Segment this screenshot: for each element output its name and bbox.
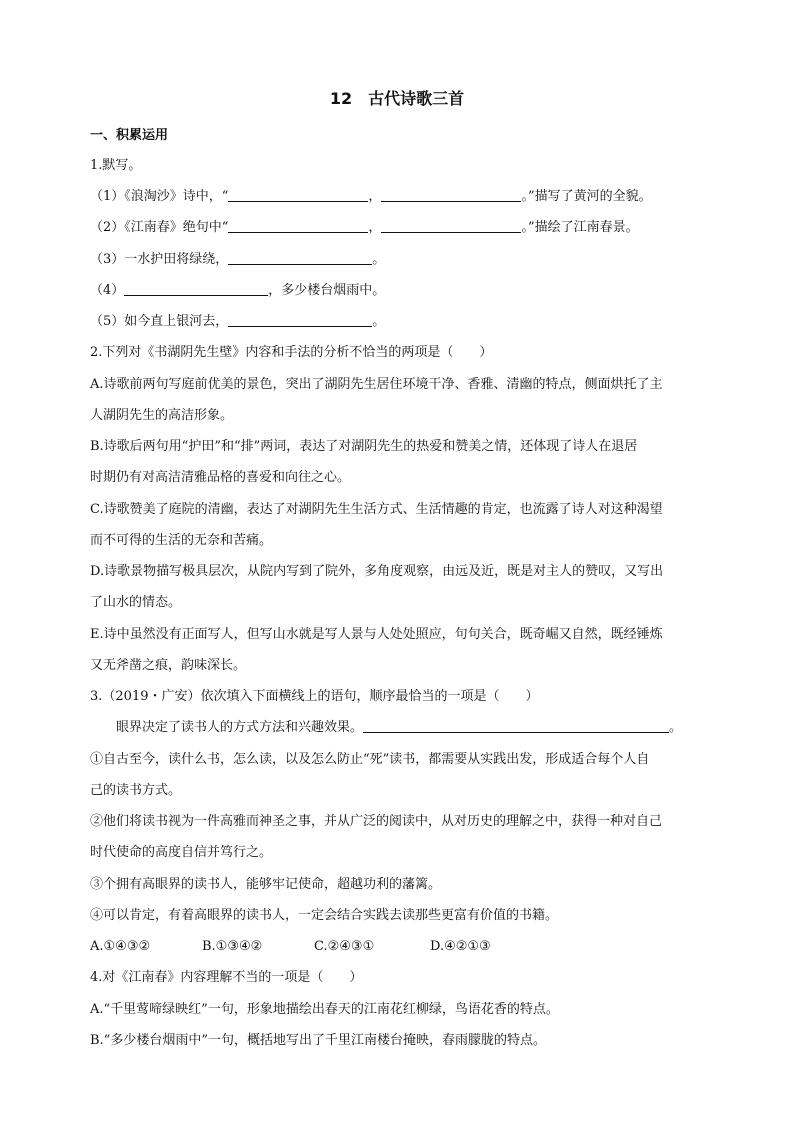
answer-blank[interactable] [363,718,669,733]
item-text: （1）《浪淘沙》诗中，“ [90,189,229,204]
option-c[interactable]: C.②④③① [314,939,375,954]
question-2-option-d: D.诗歌景物描写极具层次，从院内写到了院外，多角度观察，由远及近，既是对主人的赞叹，又写出 [90,564,664,579]
section-heading: 一、积累运用 [90,128,169,143]
question-2-option-a-cont: 人湖阴先生的高洁形象。 [90,408,234,423]
lead-text: 眼界决定了读书人的方式方法和兴趣效果。 [116,720,364,735]
question-4-option-b: B.“多少楼台烟雨中”一句，概括地写出了千里江南楼台掩映，春雨朦胧的特点。 [90,1033,546,1048]
option-d[interactable]: D.④②①③ [430,939,491,954]
lead-end: 。 [669,720,683,735]
answer-blank[interactable] [124,281,268,296]
item-text: （4） [90,283,125,298]
item-text: （2）《江南春》绝句中“ [90,220,229,235]
question-2-option-e: E.诗中虽然没有正面写人，但写山水就是写人景与人处处照应，句句关合，既奇崛又自然，既经锤炼 [90,627,663,642]
item-text: ， [368,220,382,235]
item-text: 。”描绘了江南春景。 [521,220,639,235]
question-3-sentence-2: ②他们将读书视为一件高雅而神圣之事，并从广泛的阅读中，从对历史的理解之中，获得一种对自己 [90,814,663,829]
question-4-stem: 4.对《江南春》内容理解不当的一项是（ ） [90,970,363,985]
option-a[interactable]: A.①④③② [90,939,151,954]
item-text: ，多少楼台烟雨中。 [268,283,386,298]
item-text: 。”描写了黄河的全貌。 [521,189,652,204]
question-3-sentence-2-cont: 时代使命的高度自信并笃行之。 [90,845,273,860]
question-1-item-3 [90,250,706,270]
question-1-item-2 [90,218,706,238]
item-text: 。 [372,314,386,329]
question-2-option-c-cont: 而不可得的生活的无奈和苦痛。 [90,533,273,548]
question-1-item-4 [90,281,706,301]
question-3-options [90,937,706,957]
question-1-stem: 1.默写。 [90,158,142,173]
question-3-lead [90,718,732,738]
question-1-item-1 [90,187,706,207]
item-text: ， [368,189,382,204]
answer-blank[interactable] [381,187,521,202]
question-3-stem: 3.（2019・广安）依次填入下面横线上的语句，顺序最恰当的一项是（ ） [90,689,539,704]
option-b[interactable]: B.①③④② [202,939,263,954]
answer-blank[interactable] [228,250,372,265]
item-text: （5）如今直上银河去， [90,314,229,329]
question-2-option-b-cont: 时期仍有对高洁清雅品格的喜爱和向往之心。 [90,470,351,485]
answer-blank[interactable] [228,187,368,202]
question-2-option-a: A.诗歌前两句写庭前优美的景色，突出了湖阴先生居住环境干净、香雅、清幽的特点，侧面烘托了主 [90,377,663,392]
question-2-option-d-cont: 了山水的情态。 [90,595,182,610]
question-2-option-c: C.诗歌赞美了庭院的清幽，表达了对湖阴先生生活方式、生活情趣的肯定，也流露了诗人对这种渴望 [90,502,663,517]
question-2-option-e-cont: 又无斧凿之痕，韵味深长。 [90,658,247,673]
answer-blank[interactable] [228,312,372,327]
question-2-option-b: B.诗歌后两句用“护田”和“排”两词，表达了对湖阴先生的热爱和赞美之情，还体现了诗人在退居 [90,439,638,454]
question-1-item-5 [90,312,706,332]
page-title: 12 古代诗歌三首 [329,89,465,108]
question-4-option-a: A.“千里莺啼绿映红”一句，形象地描绘出春天的江南花红柳绿，鸟语花香的特点。 [90,1002,559,1017]
answer-blank[interactable] [228,218,368,233]
item-text: 。 [372,252,386,267]
question-2-stem: 2.下列对《书湖阴先生壁》内容和手法的分析不恰当的两项是（ ） [90,345,493,360]
question-3-sentence-3: ③个拥有高眼界的读书人，能够牢记使命，超越功利的藩篱。 [90,877,442,892]
question-3-sentence-1-cont: 己的读书方式。 [90,783,182,798]
question-3-sentence-1: ①自古至今，读什么书，怎么读，以及怎么防止“死”读书，都需要从实践出发，形成适合每个人自 [90,752,650,767]
question-3-sentence-4: ④可以肯定，有着高眼界的读书人，一定会结合实践去读那些更富有价值的书籍。 [90,908,559,923]
answer-blank[interactable] [381,218,521,233]
item-text: （3）一水护田将绿绕， [90,252,229,267]
